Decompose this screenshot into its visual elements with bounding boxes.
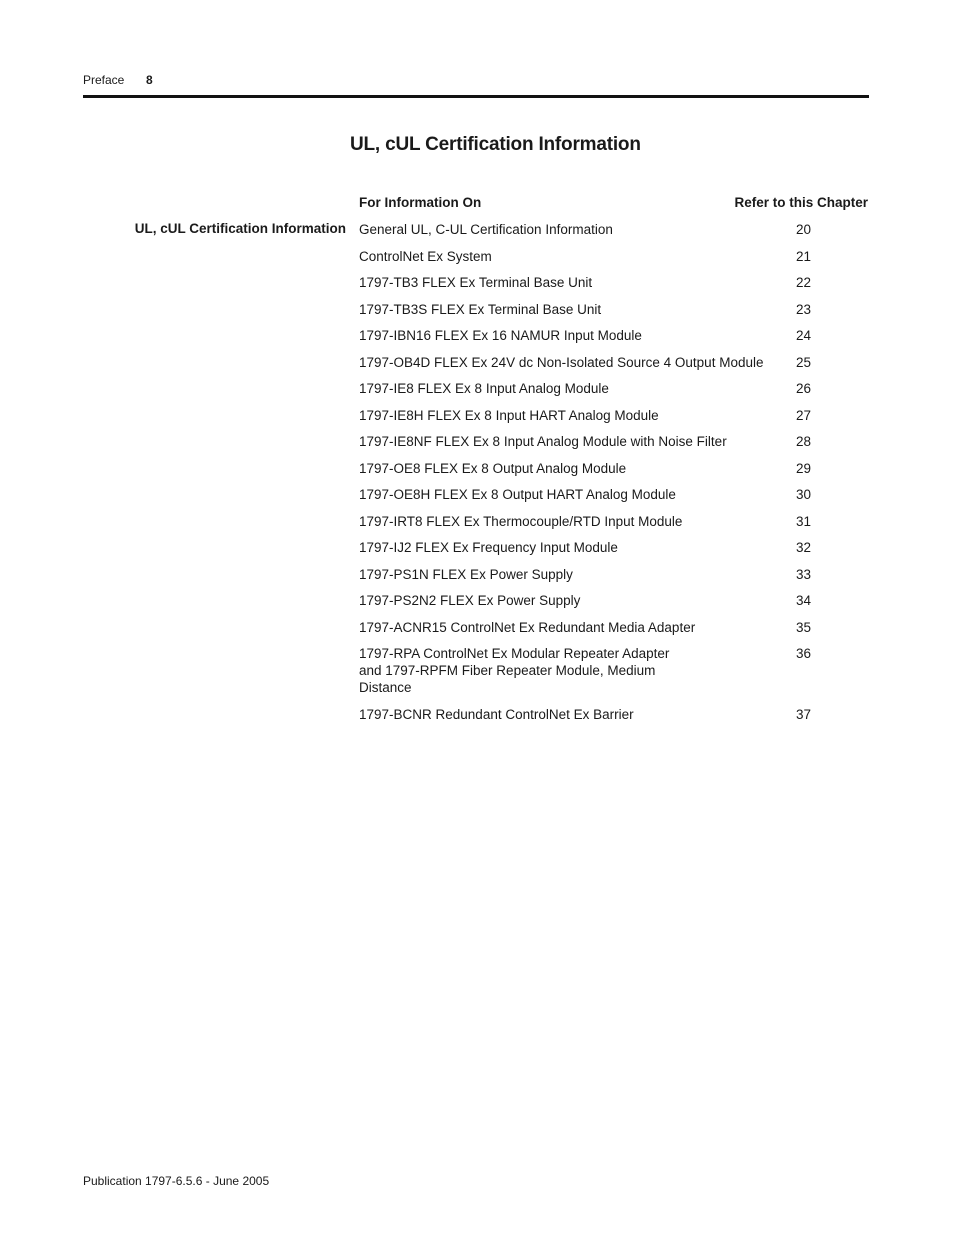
table-row (359, 301, 859, 318)
row-chapter: 35 (796, 619, 812, 635)
page-number: 8 (146, 73, 153, 87)
row-chapter: 27 (796, 407, 812, 423)
column-header-chapter: Refer to this Chapter (734, 195, 868, 210)
row-topic: ControlNet Ex System (359, 248, 492, 264)
table-row (359, 354, 859, 371)
table-row (359, 566, 859, 583)
table-row (359, 619, 859, 636)
row-topic: 1797-IRT8 FLEX Ex Thermocouple/RTD Input Module (359, 513, 683, 529)
row-topic: 1797-IBN16 FLEX Ex 16 NAMUR Input Module (359, 328, 642, 343)
row-topic: General UL, C-UL Certification Information (359, 222, 613, 237)
row-chapter: 34 (796, 593, 812, 608)
row-topic: 1797-OE8 FLEX Ex 8 Output Analog Module (359, 460, 627, 476)
table-row (359, 592, 859, 609)
row-chapter: 37 (796, 706, 812, 722)
row-topic: 1797-OB4D FLEX Ex 24V dc Non-Isolated Source 4 Output Module (359, 354, 764, 370)
row-chapter: 24 (796, 328, 812, 343)
table-row (359, 327, 859, 344)
page-title: UL, cUL Certification Information (350, 134, 641, 155)
row-chapter: 25 (796, 354, 812, 370)
row-topic: 1797-IE8H FLEX Ex 8 Input HART Analog Module (359, 407, 659, 423)
row-topic: 1797-PS2N2 FLEX Ex Power Supply (359, 593, 581, 608)
table-row (359, 460, 859, 477)
page-header (83, 73, 153, 87)
table-row (359, 248, 859, 265)
table-row (359, 380, 859, 397)
reference-table (359, 221, 859, 732)
row-topic: 1797-IE8NF FLEX Ex 8 Input Analog Module with Noise Filter (359, 434, 727, 449)
row-topic: 1797-TB3 FLEX Ex Terminal Base Unit (359, 275, 593, 290)
column-header-information: For Information On (359, 195, 482, 210)
row-topic: 1797-PS1N FLEX Ex Power Supply (359, 566, 573, 582)
row-chapter: 29 (796, 460, 812, 476)
row-topic: 1797-IE8 FLEX Ex 8 Input Analog Module (359, 381, 609, 396)
row-chapter: 26 (796, 381, 812, 396)
row-chapter: 30 (796, 487, 812, 502)
row-chapter: 33 (796, 566, 812, 582)
row-chapter: 32 (796, 540, 812, 555)
row-chapter: 36 (796, 646, 812, 661)
table-row (359, 433, 859, 450)
row-topic: 1797-OE8H FLEX Ex 8 Output HART Analog Module (359, 487, 676, 502)
header-rule (83, 95, 869, 98)
table-row (359, 645, 859, 696)
row-topic: 1797-IJ2 FLEX Ex Frequency Input Module (359, 540, 618, 555)
table-row (359, 706, 859, 723)
row-chapter: 20 (796, 222, 812, 237)
row-topic: 1797-BCNR Redundant ControlNet Ex Barrier (359, 706, 634, 722)
row-chapter: 31 (796, 513, 812, 529)
table-row (359, 539, 859, 556)
table-row (359, 513, 859, 530)
row-chapter: 21 (796, 248, 812, 264)
row-topic: 1797-ACNR15 ControlNet Ex Redundant Media Adapter (359, 619, 696, 635)
header-section: Preface (83, 73, 125, 87)
row-topic: 1797-TB3S FLEX Ex Terminal Base Unit (359, 301, 602, 317)
publication-footer: Publication 1797-6.5.6 - June 2005 (83, 1174, 270, 1188)
table-row (359, 486, 859, 503)
row-topic: 1797-RPA ControlNet Ex Modular Repeater Adapter and 1797-RPFM Fiber Repeater Module, Medium Distance (359, 646, 670, 695)
table-row (359, 221, 859, 238)
table-row (359, 274, 859, 291)
table-row (359, 407, 859, 424)
row-chapter: 23 (796, 301, 812, 317)
side-label: UL, cUL Certification Information (134, 221, 346, 236)
row-chapter: 28 (796, 434, 812, 449)
row-chapter: 22 (796, 275, 812, 290)
